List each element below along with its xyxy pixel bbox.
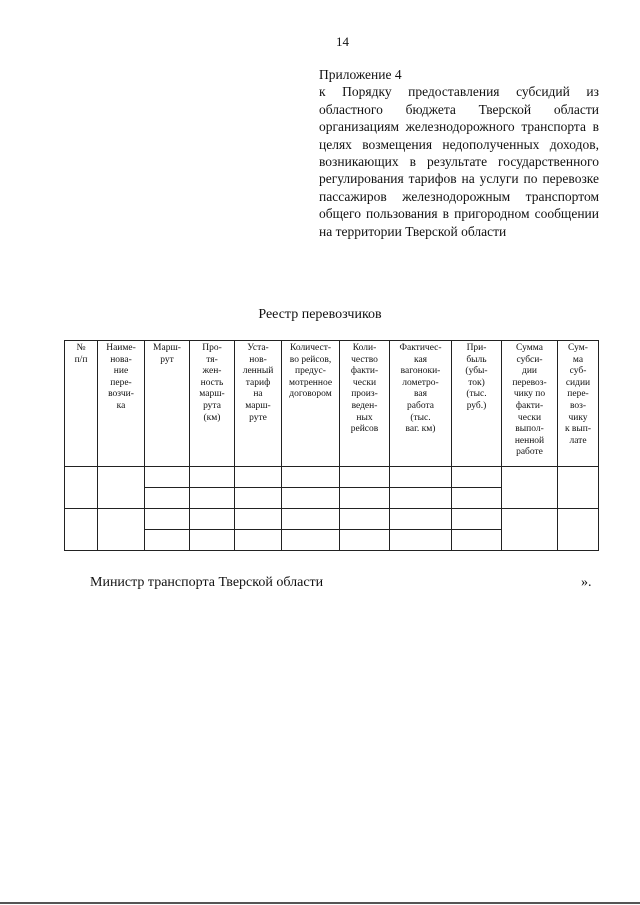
column-header: Уста- нов- ленный тариф на марш- руте [235, 341, 282, 467]
table-cell [190, 467, 235, 488]
column-header: Коли- чество факти- чески произ- веден- ных рейсов [340, 341, 390, 467]
scan-edge-rule [0, 902, 640, 904]
table-cell [390, 530, 452, 551]
appendix-block [319, 66, 599, 240]
table-cell [190, 530, 235, 551]
table-cell [452, 488, 502, 509]
table-cell [390, 509, 452, 530]
table-cell [340, 509, 390, 530]
table-cell [235, 467, 282, 488]
table-cell [98, 467, 145, 509]
table-cell [558, 467, 599, 509]
table-row [65, 467, 599, 488]
page-number: 14 [336, 34, 349, 49]
column-header: Марш- рут [145, 341, 190, 467]
appendix-text: к Порядку предоставления субсидий из областного бюджета Тверской области организациям железнодорожного транспорта в целях возмещения недополученных доходов, возникающих в результате государственного регулирования тарифов на услуги по перевозке пассажиров железнодорожным транспортом общего пользования в пригородном сообщении на территории Тверской области [319, 84, 599, 239]
table-cell [390, 488, 452, 509]
column-header: Про- тя- жен- ность марш- рута (км) [190, 341, 235, 467]
table-cell [235, 509, 282, 530]
column-header: Сум- ма суб- сидии пере- воз- чику к вып- лате [558, 341, 599, 467]
table-cell [145, 530, 190, 551]
column-header: При- быль (убы- ток) (тыс. руб.) [452, 341, 502, 467]
signature-line: Министр транспорта Тверской области [90, 575, 324, 590]
table-cell [145, 467, 190, 488]
table-cell [65, 509, 98, 551]
table-cell [340, 467, 390, 488]
table-cell [235, 488, 282, 509]
table-cell [145, 488, 190, 509]
table-header-row [65, 341, 599, 467]
table-cell [65, 467, 98, 509]
column-header: № п/п [65, 341, 98, 467]
table-cell [235, 530, 282, 551]
column-header: Количест- во рейсов, предус- мотренное договором [282, 341, 340, 467]
table-cell [452, 467, 502, 488]
table-cell [282, 467, 340, 488]
table-cell [145, 509, 190, 530]
table-cell [502, 467, 558, 509]
table-cell [190, 509, 235, 530]
table-cell [340, 488, 390, 509]
table-cell [452, 509, 502, 530]
table-cell [558, 509, 599, 551]
closing-quote: ». [581, 575, 592, 590]
table-cell [452, 530, 502, 551]
table-cell [502, 509, 558, 551]
table-cell [340, 530, 390, 551]
table-cell [282, 509, 340, 530]
column-header: Сумма субси- дии перевоз- чику по факти- чески выпол- ненной работе [502, 341, 558, 467]
table-cell [190, 488, 235, 509]
column-header: Наиме- нова- ние пере- возчи- ка [98, 341, 145, 467]
table-cell [282, 488, 340, 509]
registry-title: Реестр перевозчиков [258, 307, 382, 322]
table-cell [98, 509, 145, 551]
table-cell [282, 530, 340, 551]
registry-table [64, 340, 599, 551]
table-cell [390, 467, 452, 488]
column-header: Фактичес- кая вагоноки- лометро- вая работа (тыс. ваг. км) [390, 341, 452, 467]
table-row [65, 509, 599, 530]
appendix-title: Приложение 4 [319, 67, 402, 82]
